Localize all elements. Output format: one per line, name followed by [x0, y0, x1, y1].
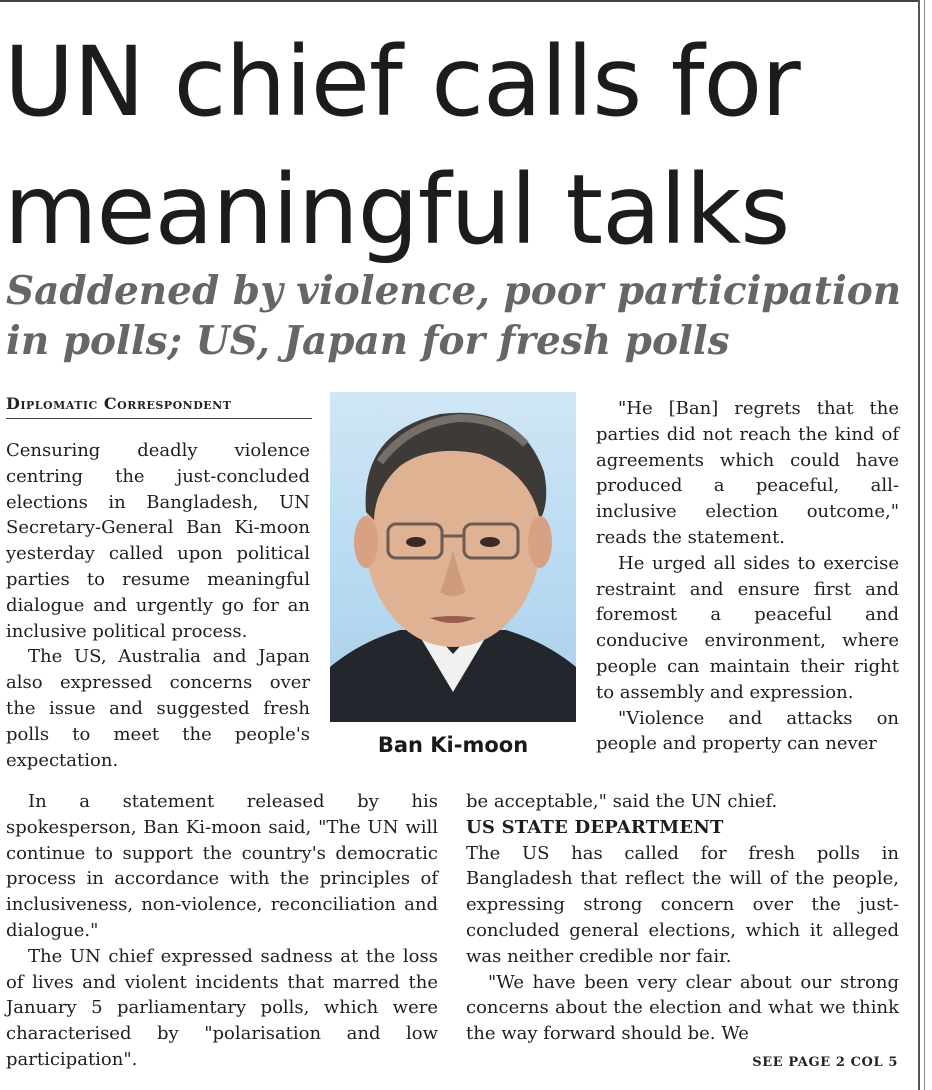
continuation-note[interactable]: SEE PAGE 2 COL 5	[752, 1055, 898, 1070]
headline-line-2: meaningful talks	[4, 154, 790, 266]
paragraph-3: In a statement released by his spokesperson, Ban Ki-moon said, "The UN will continue to support the country's democratic process in accordance with the principles of inclusiveness, non-violence, reconciliation and dialogue."	[6, 791, 438, 941]
paragraph-1: Censuring deadly violence centring the just-concluded elections in Bangladesh, UN Secretary-General Ban Ki-moon yesterday called upon political parties to resume meaningful dialogue and urgently go for an inclusive political process.	[6, 440, 310, 642]
top-rule	[0, 0, 918, 2]
column-1-lower	[6, 789, 438, 1073]
headline-line-1: UN chief calls for	[4, 26, 800, 138]
paragraph-8: The US has called for fresh polls in Bangladesh that reflect the will of the people, expressing strong concern over the just-concluded general elections, which it alleged was neither credible nor fair.	[466, 842, 899, 967]
subheadline	[6, 266, 906, 366]
column-3	[596, 396, 899, 757]
section-heading: US STATE DEPARTMENT	[466, 816, 724, 838]
headline	[4, 18, 904, 274]
column-2-lower	[466, 789, 899, 1047]
column-rule	[918, 0, 920, 1090]
paragraph-6: He urged all sides to exercise restraint and ensure first and foremost a peaceful and conducive environment, where people can maintain their right to assembly and expression.	[596, 552, 899, 703]
subheadline-line-1: Saddened by violence, poor participation	[6, 268, 902, 314]
column-1	[6, 438, 310, 773]
photo-caption: Ban Ki-moon	[377, 733, 529, 757]
byline	[6, 394, 312, 419]
portrait-photo	[330, 392, 576, 722]
paragraph-5: "He [Ban] regrets that the parties did not reach the kind of agreements which could have produced a peaceful, all-inclusive election outcome," reads the statement.	[596, 398, 899, 548]
column-rule-thin	[924, 0, 925, 1090]
paragraph-7-start: "Violence and attacks on people and property can never	[596, 707, 899, 755]
paragraph-4: The UN chief expressed sadness at the loss of lives and violent incidents that marred the January 5 parliamentary polls, which were characterised by "polarisation and low participation".	[6, 945, 438, 1070]
subheadline-line-2: in polls; US, Japan for fresh polls	[6, 318, 730, 364]
paragraph-2: The US, Australia and Japan also expressed concerns over the issue and suggested fresh polls to meet the people's expectation.	[6, 646, 310, 771]
paragraph-7-end: be acceptable," said the UN chief.	[466, 791, 778, 812]
byline-text: Diplomatic Correspondent	[6, 394, 232, 413]
portrait-illustration	[330, 392, 576, 722]
paragraph-9: "We have been very clear about our strong concerns about the election and what we think the way forward should be. We	[466, 971, 899, 1045]
